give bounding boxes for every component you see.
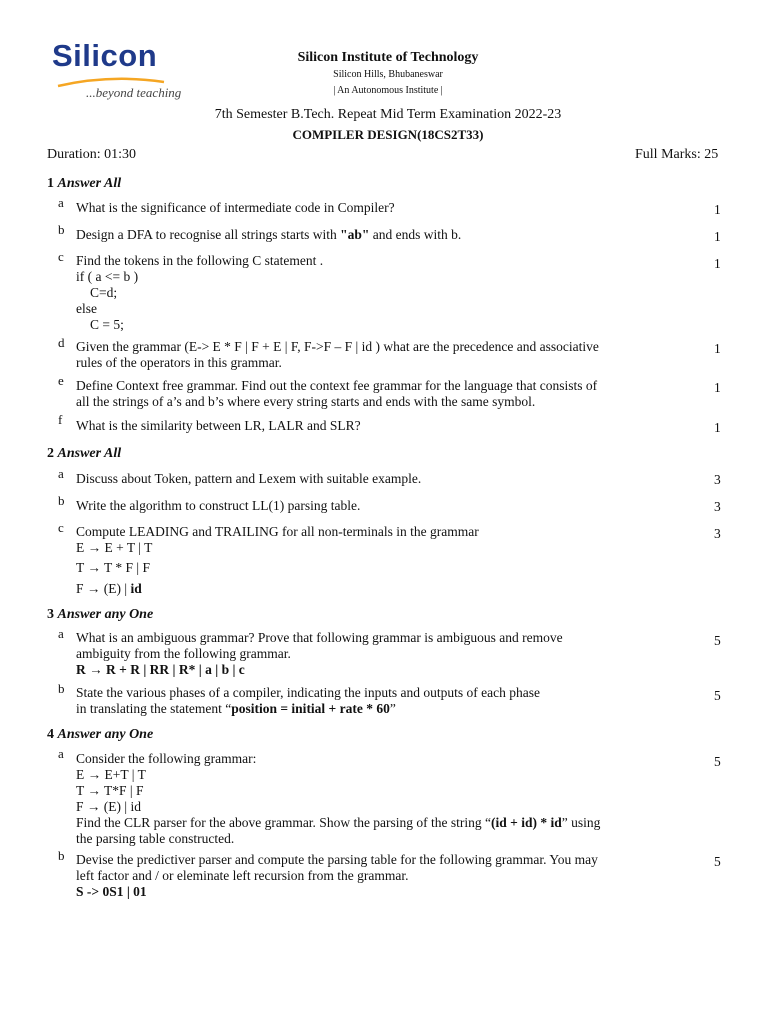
question-marks: 1 xyxy=(714,380,721,395)
grammar-line: E → E + T | T xyxy=(76,540,153,555)
section-3-heading xyxy=(47,607,153,623)
section-title: Answer All xyxy=(57,176,122,191)
code-line: else xyxy=(76,301,97,316)
section-number: 4 xyxy=(47,727,54,742)
question-label: a xyxy=(58,746,64,761)
question-marks: 5 xyxy=(714,754,721,769)
grammar-line: T → T * F | F xyxy=(76,560,150,575)
institute-status: | An Autonomous Institute | xyxy=(333,85,443,96)
section-1-heading xyxy=(47,176,121,192)
question-label: a xyxy=(58,195,64,210)
duration: Duration: 01:30 xyxy=(47,147,137,162)
text-line: ambiguity from the following grammar. xyxy=(76,646,291,661)
logo-text: Silicon xyxy=(52,38,158,73)
question-marks: 3 xyxy=(714,472,721,487)
question-label: b xyxy=(58,222,65,237)
text-bold: (id + id) * id xyxy=(491,815,562,830)
question-text xyxy=(76,378,597,410)
text-segment: in translating the statement “ xyxy=(76,701,232,716)
question-text: Discuss about Token, pattern and Lexem with suitable example. xyxy=(76,471,422,486)
section-2-heading xyxy=(47,446,121,462)
grammar-line: S -> 0S1 | 01 xyxy=(76,884,147,899)
section-number: 1 xyxy=(47,176,54,191)
text-line: Consider the following grammar: xyxy=(76,751,257,766)
subject-title: COMPILER DESIGN(18CS2T33) xyxy=(292,127,484,142)
question-marks: 3 xyxy=(714,526,721,541)
question-label: c xyxy=(58,249,64,264)
code-line: if ( a <= b ) xyxy=(76,269,139,284)
section-title: Answer any One xyxy=(57,607,154,622)
text-segment: Design a DFA to recognise all strings starts with xyxy=(76,227,341,242)
text-line: Find the tokens in the following C statement . xyxy=(76,253,324,268)
grammar-line: R → R + R | RR | R* | a | b | c xyxy=(76,662,245,677)
question-text xyxy=(76,852,598,900)
text-line: Devise the predictiver parser and compute the parsing table for the following grammar. You may xyxy=(76,852,598,867)
question-label: e xyxy=(58,373,64,388)
text-line xyxy=(76,815,600,831)
institute-location: Silicon Hills, Bhubaneswar xyxy=(333,69,443,80)
text-line: State the various phases of a compiler, indicating the inputs and outputs of each phase xyxy=(76,685,540,700)
text-bold: "ab" xyxy=(340,227,370,242)
text-line: rules of the operators in this grammar. xyxy=(76,355,282,370)
text-segment: Find the CLR parser for the above grammar. Show the parsing of the string “ xyxy=(76,815,492,830)
question-label: a xyxy=(58,626,64,641)
question-text: Write the algorithm to construct LL(1) parsing table. xyxy=(76,498,361,513)
section-number: 2 xyxy=(47,446,54,461)
text-segment: ” xyxy=(389,701,396,716)
question-marks: 5 xyxy=(714,633,721,648)
text-line: Compute LEADING and TRAILING for all non-terminals in the grammar xyxy=(76,524,479,539)
question-text xyxy=(76,227,461,243)
grammar-line: E → E+T | T xyxy=(76,767,146,782)
question-marks: 5 xyxy=(714,688,721,703)
question-text: What is the similarity between LR, LALR and SLR? xyxy=(76,418,361,433)
exam-title: 7th Semester B.Tech. Repeat Mid Term Examination 2022-23 xyxy=(214,107,562,122)
question-text: What is the significance of intermediate code in Compiler? xyxy=(76,200,395,215)
text-bold: position = initial + rate * 60 xyxy=(231,701,390,716)
text-segment: ” using xyxy=(561,815,601,830)
text-line: What is an ambiguous grammar? Prove that following grammar is ambiguous and remove xyxy=(76,630,563,645)
text-line xyxy=(76,701,540,717)
question-label: a xyxy=(58,466,64,481)
text-segment: and ends with b. xyxy=(369,227,462,242)
text-segment: F → (E) | xyxy=(76,581,131,596)
text-line: Given the grammar (E-> E * F | F + E | F, F->F – F | id ) what are the precedence and associative xyxy=(76,339,599,354)
section-title: Answer All xyxy=(57,446,122,461)
grammar-line: F → (E) | id xyxy=(76,799,141,814)
text-line: Define Context free grammar. Find out the context fee grammar for the language that consists of xyxy=(76,378,598,393)
question-marks: 1 xyxy=(714,202,721,217)
question-text xyxy=(76,253,323,333)
logo-tagline: ...beyond teaching xyxy=(86,85,182,100)
question-text xyxy=(76,685,540,717)
question-marks: 5 xyxy=(714,854,721,869)
question-label: d xyxy=(58,335,65,350)
grammar-line xyxy=(76,581,479,597)
question-label: b xyxy=(58,681,65,696)
text-line: left factor and / or eleminate left recursion from the grammar. xyxy=(76,868,409,883)
section-4-heading xyxy=(47,727,153,743)
text-line: all the strings of a’s and b’s where every string starts and ends with the same symbol. xyxy=(76,394,536,409)
full-marks: Full Marks: 25 xyxy=(635,147,719,162)
question-text xyxy=(76,630,563,678)
question-label: f xyxy=(58,412,63,427)
question-label: c xyxy=(58,520,64,535)
question-marks: 1 xyxy=(714,341,721,356)
question-text xyxy=(76,339,599,371)
code-line: C=d; xyxy=(90,285,118,300)
question-marks: 1 xyxy=(714,256,721,271)
code-line: C = 5; xyxy=(90,317,124,332)
question-text xyxy=(76,524,479,597)
grammar-line: T → T*F | F xyxy=(76,783,144,798)
section-title: Answer any One xyxy=(57,727,154,742)
question-text xyxy=(76,751,600,847)
question-marks: 1 xyxy=(714,229,721,244)
text-line: the parsing table constructed. xyxy=(76,831,235,846)
question-marks: 1 xyxy=(714,420,721,435)
section-number: 3 xyxy=(47,607,54,622)
text-bold: id xyxy=(130,581,142,596)
question-label: b xyxy=(58,493,65,508)
institute-name: Silicon Institute of Technology xyxy=(297,50,479,65)
question-marks: 3 xyxy=(714,499,721,514)
question-label: b xyxy=(58,848,65,863)
